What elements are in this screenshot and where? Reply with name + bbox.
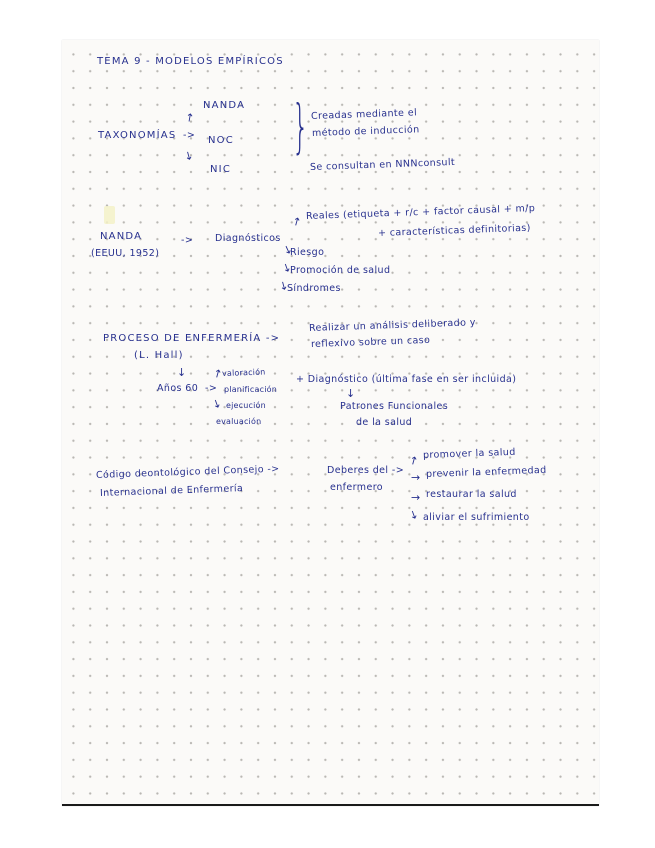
page-bottom-edge [62, 804, 599, 806]
taxonomias-note-line1: Creadas mediante el [310, 107, 418, 122]
proceso-definition-line1: Realizar un análisis deliberado y [308, 317, 476, 334]
deber-promover: promover la salud [422, 446, 516, 461]
arrow-down-right-icon: ↘ [279, 259, 294, 276]
diagnosticos-sindromes: Síndromes [287, 283, 341, 294]
codigo-label-line2: Internacional de Enfermería [99, 483, 244, 499]
diagnosticos-promocion: Promoción de salud [290, 265, 391, 276]
deberes-enfermero: enfermero [330, 482, 384, 493]
taxonomy-noc: NOC [208, 135, 234, 146]
arrow-down-icon: ↓ [177, 366, 187, 379]
deber-restaurar: restaurar la salud [426, 489, 517, 500]
arrow-down-icon: ↓ [346, 387, 356, 400]
step-ejecucion: ejecución [226, 401, 266, 410]
step-evaluacion: evaluación [216, 417, 262, 426]
anos-60-arrow: -> [205, 383, 218, 394]
notebook-page [62, 40, 599, 806]
arrow-up-right-icon: ↗ [406, 452, 421, 469]
diagnosticos-riesgo: Riesgo [290, 247, 325, 258]
arrow-down-right-icon: ↘ [406, 506, 421, 523]
diagnosticos-label: Diagnósticos [215, 233, 281, 244]
arrow-down-right-icon: ↘ [181, 147, 196, 164]
arrow-up-right-icon: ↗ [289, 213, 304, 230]
proceso-definition-line2: reflexivo sobre un caso [310, 334, 431, 350]
codigo-label-line1: Código deontológico del Consejo -> [95, 463, 280, 481]
nanda-origin: (EEUU, 1952) [91, 248, 160, 259]
anos-60-label: Años 60 [157, 383, 199, 394]
arrow-down-right-icon: ↘ [281, 241, 295, 258]
arrow-right-icon: → [411, 471, 421, 484]
taxonomias-note-line3: Se consultan en NNNconsult [309, 156, 456, 173]
diagnosticos-reales-cont: + características definitorias) [377, 222, 531, 239]
highlighter-smudge [104, 206, 115, 224]
taxonomy-nic: NIC [210, 164, 232, 175]
arrow-up-right-icon: ↗ [182, 109, 198, 126]
step-valoracion: valoración [221, 367, 266, 378]
proceso-author: (L. Hall) [134, 350, 184, 361]
nanda-arrow: -> [181, 235, 194, 246]
patrones-funcionales: Patrones Funcionales [340, 401, 449, 412]
patrones-salud: de la salud [356, 417, 413, 428]
taxonomias-note-line2: método de inducción [311, 124, 420, 139]
deberes-label: Deberes del -> [327, 465, 405, 476]
arrow-down-right-icon: ↘ [276, 277, 291, 294]
arrow-up-right-icon: ↗ [210, 365, 225, 382]
taxonomy-nanda: NANDA [203, 100, 246, 111]
deber-aliviar: aliviar el sufrimiento [423, 512, 530, 523]
taxonomias-label: TAXONOMÍAS [98, 130, 177, 141]
arrow-right-icon: → [411, 491, 421, 504]
right-brace-icon: } [292, 92, 309, 160]
taxonomias-arrow: -> [183, 130, 196, 141]
diagnostico-added: + Diagnóstico (última fase en ser incluida) [296, 374, 517, 385]
diagnosticos-reales: Reales (etiqueta + r/c + factor causal + m/p [305, 202, 536, 222]
arrow-down-right-icon: ↘ [209, 395, 224, 412]
proceso-label: PROCESO DE ENFERMERÍA -> [103, 333, 281, 344]
page-title: TEMA 9 - MODELOS EMPÍRICOS [97, 56, 284, 67]
deber-prevenir: prevenir la enfermedad [425, 464, 547, 480]
step-planificacion: planificación [224, 385, 278, 394]
nanda-label: NANDA [100, 231, 143, 242]
